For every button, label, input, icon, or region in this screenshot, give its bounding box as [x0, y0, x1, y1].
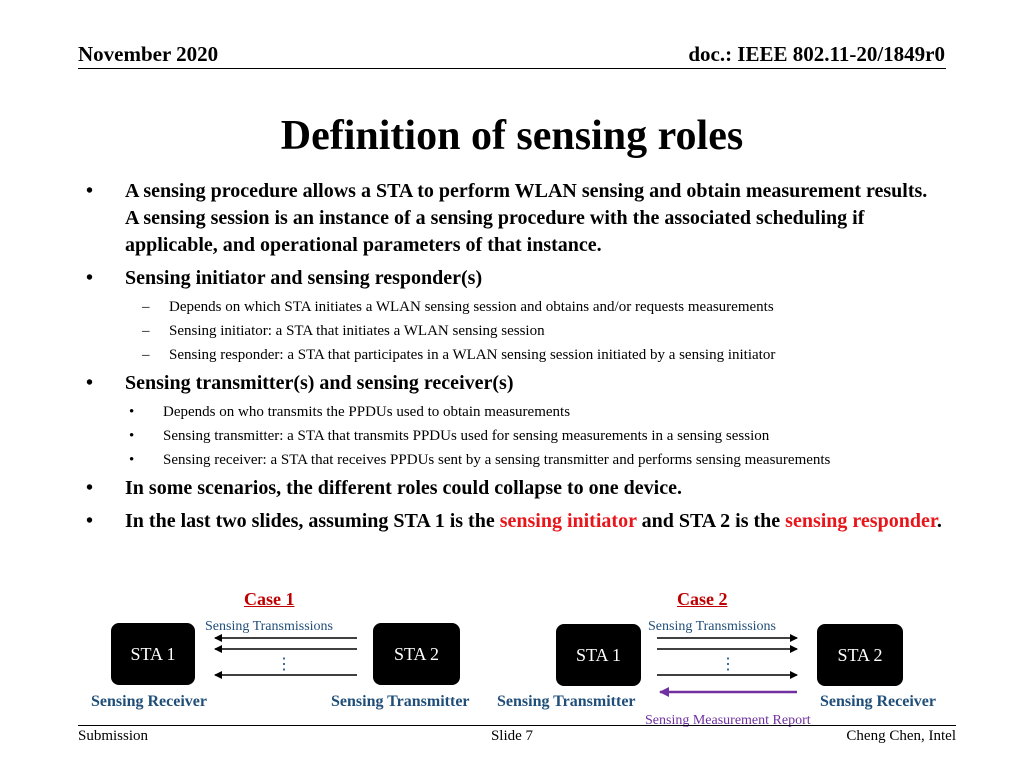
- bullet-text: Sensing initiator and sensing responder(s): [125, 267, 483, 289]
- footer-slide-number: Slide 7: [490, 728, 534, 744]
- case1-transmissions-label: Sensing Transmissions: [205, 619, 333, 634]
- case1-role-right: Sensing Transmitter: [331, 693, 470, 710]
- case2-ellipsis: ⋮: [720, 656, 736, 673]
- footer-submission: Submission: [78, 728, 149, 744]
- case1-ellipsis: ⋮: [276, 656, 292, 673]
- highlight-sensing-responder: sensing responder: [785, 510, 937, 532]
- slide-title: Definition of sensing roles: [280, 113, 744, 159]
- sub-bullet-text: Sensing responder: a STA that participates in a WLAN sensing session initiated by a sensing initiator: [169, 347, 776, 363]
- bullet-marker: •: [86, 510, 94, 532]
- footer-divider: [78, 725, 956, 726]
- header-doc-id: doc.: IEEE 802.11-20/1849r0: [688, 42, 945, 66]
- case2-sta2-box: STA 2: [817, 624, 903, 686]
- dot-marker: •: [129, 404, 135, 420]
- dot-marker: •: [129, 428, 135, 444]
- bullet-text: A sensing procedure allows a STA to perform WLAN sensing and obtain measurement results. A sensing session is an instance of a sensing procedure with the associated scheduling if applicable, and operational parameters of that instance.: [125, 180, 928, 256]
- case1-sta1-box: STA 1: [111, 623, 195, 685]
- footer-author: Cheng Chen, Intel: [846, 728, 956, 744]
- bullet-text: Sensing transmitter(s) and sensing receiver(s): [125, 372, 514, 394]
- case2-label: Case 2: [677, 589, 728, 609]
- case2-report-label: Sensing Measurement Report: [645, 713, 811, 728]
- dash-marker: –: [142, 347, 150, 363]
- sub-bullet-text: Sensing receiver: a STA that receives PPDUs sent by a sensing transmitter and performs sensing measurements: [163, 452, 831, 468]
- highlight-sensing-initiator: sensing initiator: [499, 510, 637, 532]
- sub-bullet-text: Depends on which STA initiates a WLAN sensing session and obtains and/or requests measurements: [169, 299, 774, 315]
- case1-label: Case 1: [244, 589, 295, 609]
- dash-marker: –: [142, 323, 150, 339]
- case2-transmissions-label: Sensing Transmissions: [648, 619, 776, 634]
- bullet-text: .: [936, 510, 942, 532]
- case1-role-left: Sensing Receiver: [91, 693, 207, 710]
- bullet-marker: •: [86, 267, 94, 289]
- sub-bullet-text: Sensing transmitter: a STA that transmits PPDUs used for sensing measurements in a sensing session: [163, 428, 770, 444]
- case1-sta2-box: STA 2: [373, 623, 460, 685]
- header-date: November 2020: [78, 42, 219, 66]
- dot-marker: •: [129, 452, 135, 468]
- bullet-text: In the last two slides, assuming STA 1 is the: [125, 510, 500, 532]
- dash-marker: –: [142, 299, 150, 315]
- bullet-text: In some scenarios, the different roles could collapse to one device.: [125, 477, 682, 499]
- bullet-marker: •: [86, 180, 94, 202]
- case2-role-right: Sensing Receiver: [820, 693, 936, 710]
- bullet-text: and STA 2 is the: [636, 510, 786, 532]
- sub-bullet-text: Depends on who transmits the PPDUs used to obtain measurements: [163, 404, 571, 420]
- sub-bullet-text: Sensing initiator: a STA that initiates a WLAN sensing session: [169, 323, 545, 339]
- bullet-marker: •: [86, 477, 94, 499]
- case2-role-left: Sensing Transmitter: [497, 693, 636, 710]
- bullet-marker: •: [86, 372, 94, 394]
- case2-sta1-box: STA 1: [556, 624, 641, 686]
